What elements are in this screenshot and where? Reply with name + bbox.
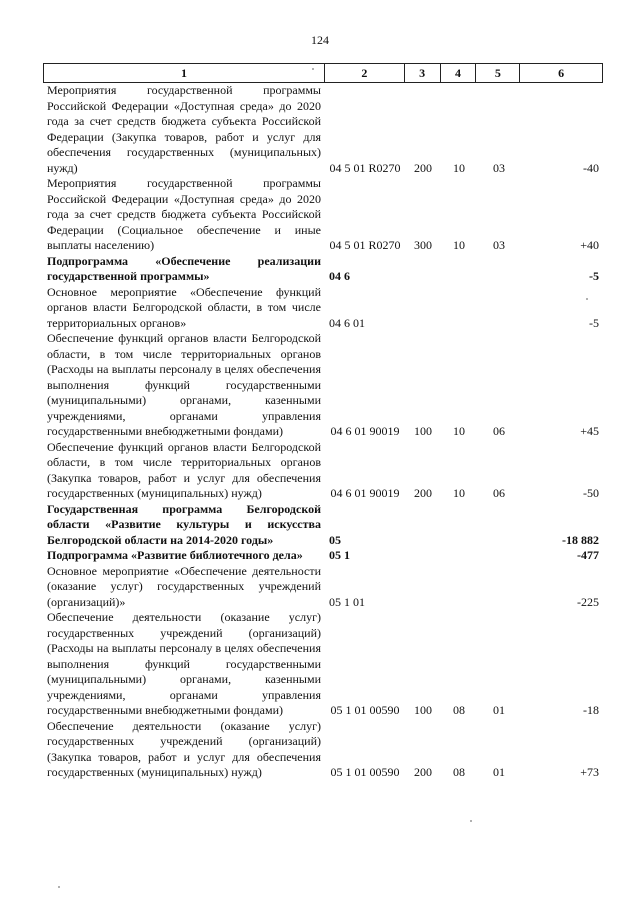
row-section: 10	[453, 238, 465, 252]
row-expense-type: 200	[414, 765, 432, 779]
table-row	[43, 440, 603, 502]
scan-speck	[312, 68, 314, 70]
header-col-3: 3	[405, 64, 441, 82]
row-code: 05 1 01 00590	[330, 703, 400, 717]
row-amount: -225	[577, 594, 599, 609]
row-amount: +45	[580, 424, 599, 438]
header-col-5: 5	[476, 64, 520, 82]
row-code: 05 1	[329, 548, 350, 562]
table-header	[43, 63, 603, 83]
table-row	[43, 564, 603, 611]
row-amount: -18	[583, 703, 599, 717]
table-row	[43, 548, 603, 564]
table-row	[43, 719, 603, 781]
row-section: 10	[453, 160, 465, 175]
row-description: Подпрограмма «Обеспечение реализации государственной программы»	[47, 253, 321, 283]
row-amount: +73	[580, 765, 599, 779]
header-col-6: 6	[558, 66, 565, 80]
row-subsection: 03	[493, 160, 505, 175]
row-code: 04 6 01	[329, 315, 365, 330]
budget-table	[43, 63, 603, 781]
row-expense-type: 100	[414, 703, 432, 717]
row-section: 10	[453, 486, 465, 500]
header-col-2: 2	[325, 64, 405, 82]
row-description: Мероприятия государственной программы Российской Федерации «Доступная среда» до 2020 года за счет средств бюджета субъекта Российской Федерации (Закупка товаров, работ и услуг для обеспечения государственных (муниципальных) нужд)	[47, 83, 321, 175]
row-expense-type: 300	[414, 238, 432, 252]
table-row	[43, 331, 603, 440]
table-row	[43, 176, 603, 254]
row-amount: -5	[589, 269, 599, 283]
scan-speck	[586, 298, 588, 300]
row-code: 04 6 01 90019	[330, 424, 400, 438]
row-amount: -50	[583, 486, 599, 500]
scan-speck	[58, 886, 60, 888]
row-code: 04 5 01 R0270	[329, 238, 401, 252]
row-amount: -18 882	[562, 532, 599, 547]
row-description: Обеспечение деятельности (оказание услуг) государственных учреждений (организаций) (Расходы на выплаты персоналу в целях обеспечения выполнения функций государственными (муниципальными) органами, казенными учреждениями, органами управления государственными внебюджетными фондами)	[47, 610, 321, 717]
row-code: 04 6	[329, 269, 350, 283]
row-subsection: 06	[493, 486, 505, 500]
row-description: Обеспечение функций органов власти Белгородской области, в том числе территориальных органов (Закупка товаров, работ и услуг для обеспечения государственных (муниципальных) нужд)	[47, 439, 321, 500]
row-description: Подпрограмма «Развитие библиотечного дела»	[47, 548, 303, 562]
row-amount: -477	[577, 548, 599, 562]
row-description: Обеспечение деятельности (оказание услуг) государственных учреждений (организаций) (Закупка товаров, работ и услуг для обеспечения государственных (муниципальных) нужд)	[47, 718, 321, 779]
scan-speck	[470, 820, 472, 822]
row-description: Мероприятия государственной программы Российской Федерации «Доступная среда» до 2020 года за счет средств бюджета субъекта Российской Федерации (Социальное обеспечение и иные выплаты населению)	[47, 176, 321, 252]
row-description: Основное мероприятие «Обеспечение деятельности (оказание услуг) государственных учреждений (организаций)»	[47, 563, 321, 609]
row-subsection: 03	[493, 238, 505, 252]
row-amount: -5	[589, 315, 599, 330]
row-code: 05 1 01 00590	[330, 765, 400, 779]
row-subsection: 01	[493, 765, 505, 779]
row-amount: +40	[580, 238, 599, 252]
row-code: 05	[329, 532, 341, 547]
row-description: Обеспечение функций органов власти Белгородской области, в том числе территориальных органов (Расходы на выплаты персоналу в целях обеспечения выполнения функций государственными (муниципальными) органами, казенными учреждениями, органами управления государственными внебюджетными фондами)	[47, 331, 321, 438]
table-row	[43, 285, 603, 332]
row-section: 08	[453, 703, 465, 717]
row-subsection: 01	[493, 703, 505, 717]
row-expense-type: 200	[414, 160, 432, 175]
row-amount: -40	[583, 160, 599, 175]
row-code: 04 6 01 90019	[330, 486, 400, 500]
table-row	[43, 83, 603, 176]
table-row	[43, 254, 603, 285]
row-section: 10	[453, 424, 465, 438]
row-section: 08	[453, 765, 465, 779]
row-subsection: 06	[493, 424, 505, 438]
row-description: Государственная программа Белгородской области «Развитие культуры и искусства Белгородской области на 2014-2020 годы»	[47, 501, 321, 547]
table-row	[43, 502, 603, 549]
row-expense-type: 100	[414, 424, 432, 438]
row-code: 04 5 01 R0270	[329, 160, 401, 175]
row-expense-type: 200	[414, 486, 432, 500]
table-row	[43, 610, 603, 719]
header-col-1: 1	[44, 64, 325, 82]
row-description: Основное мероприятие «Обеспечение функций органов власти Белгородской области, в том числе территориальных органов»	[47, 284, 321, 330]
header-col-4: 4	[441, 64, 477, 82]
row-code: 05 1 01	[329, 594, 365, 609]
page-number: 124	[311, 33, 329, 47]
